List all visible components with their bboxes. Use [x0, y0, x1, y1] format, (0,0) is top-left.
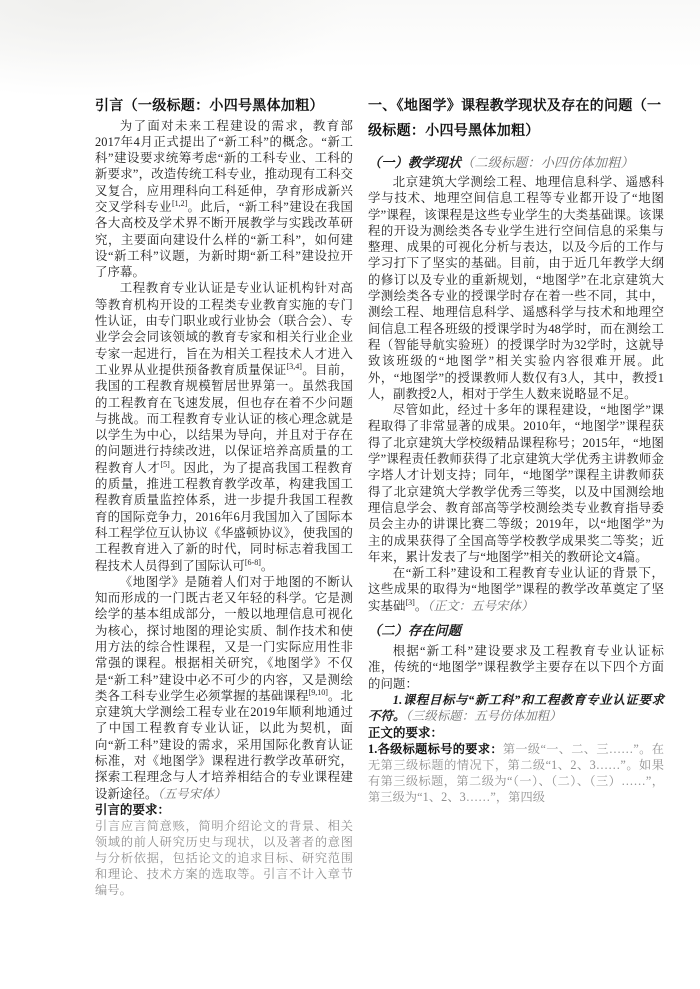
text-run: 第一级“一、二、三……”。在无第三级标题的情况下，第二级“1、2、3……”。如果有第三级标题，第二级为“（一）、（二）、（三）……”，第三级为“1、2、3……”，第四级 [368, 741, 664, 804]
section1-1-heading [368, 154, 664, 171]
text-run: （二）存在问题 [368, 623, 462, 639]
text-run: 。 [260, 558, 274, 573]
status-paragraph-2 [368, 402, 664, 565]
section1-heading [368, 93, 664, 142]
intro-requirements-note [95, 818, 353, 898]
text-run: 引言的要求： [95, 802, 170, 817]
text-run: （三级标题：五号仿体加粗） [405, 709, 562, 724]
right-column [368, 93, 664, 805]
text-run: 《地图学》是随着人们对于地图的不断认知而形成的一门既古老又年轻的科学。它是测绘学的基本组成部分，一般以地理信息可视化为核心，探讨地图的理论实质、制作技术和使用方法的综合性课程，又是一门实际应用性非常强的课程。根据相关研究，《地图学》不仅是“新工科”建设中必不可少的内容，又是测绘类各工科专业学生必须掌握的基础课程 [95, 574, 353, 703]
text-run: 在“新工科”建设和工程教育专业认证的背景下，这些成果的取得为“地图学”课程的教学改革奠定了坚实基础 [368, 566, 664, 613]
citation-superscript: [3,4] [286, 361, 302, 371]
citation-superscript: [1,2] [171, 198, 188, 208]
text-run: 北京建筑大学测绘工程、地理信息科学、遥感科学与技术、地理空间信息工程等专业都开设了“地图学”课程，该课程是这些专业学生的大类基础课。该课程的开设为测绘类各专业学生进行空间信息的采集与整理、成果的可视化分析与表达，以及今后的工作与学习打下了坚实的基础。目前，由于近几年教学大纲的修订以及专业的重新规划，“地图学”在北京建筑大学测绘类各专业的授课学时存在着一些不同，其中，测绘工程、地理信息科学、遥感科学与技术和地理空间信息工程各班级的授课学时为48学时，而在测绘工程（智能导航实验班）的授课学时为32学时，这就导致该班级的“地图学”相关实验内容很难开展。此外，“地图学”的授课教师人数仅有3人，其中，教授1人，副教授2人，相对于学生人数来说略显不足。 [368, 175, 664, 401]
text-run: 。目前，我国的工程教育规模暂居世界第一。虽然我国的工程教育在飞速发展，但也存在着不少问题与挑战。而工程教育专业认证的核心理念就是以学生为中心，以结果为导向，并且对于存在的问题进行持续改进，以保证培养高质量的工程教育人才 [95, 362, 353, 475]
intro-heading [95, 93, 353, 118]
text-run: （五号宋体） [157, 786, 227, 801]
text-run: 工程教育专业认证是专业认证机构针对高等教育机构开设的工程类专业教育实施的专门性认证，由专门职业或行业协会（联合会）、专业学会会同该领域的教育专家和相关行业企业专家一起进行，旨在为相关工程技术人才进入工业界从业提供预备教育质量保证 [95, 281, 353, 377]
section1-2-heading [368, 622, 664, 639]
intro-requirements-heading [95, 802, 353, 818]
text-run: （一）教学现状 [368, 155, 462, 170]
left-column [95, 93, 353, 898]
citation-superscript: [9,10] [308, 687, 328, 697]
text-run: 根据“新工科”建设要求及工程教育专业认证标准，传统的“地图学”课程教学主要存在以下四个方面的问题： [368, 644, 664, 691]
text-run: 。 [414, 598, 428, 613]
problems-paragraph-1 [368, 643, 664, 692]
status-paragraph-1 [368, 174, 664, 402]
text-run: 尽管如此，经过十多年的课程建设，“地图学”课程取得了非常显著的成果。2010年，“地图学”课程获得了北京建筑大学校级精品课程称号；2015年，“地图学”课程责任教师获得了北京建筑大学优秀主讲教师金字塔人才计划支持；同年，“地图学”课程主讲教师获得了北京建筑大学教学优秀三等奖，以及中国测绘地理信息学会、教育部高等学校测绘类专业教育指导委员会主办的讲课比赛二等级；2019年，以“地图学”为主的成果获得了全国高等学校教学成果奖二等奖；近年来，累计发表了与“地图学”相关的教研论文4篇。 [368, 403, 664, 564]
citation-superscript: [3] [405, 597, 415, 607]
body-requirements-note [368, 741, 664, 805]
citation-superscript: [5] [160, 459, 170, 469]
citation-superscript: [6-8] [244, 557, 261, 567]
text-run: （正文：五号宋体） [427, 598, 534, 613]
intro-paragraph-1 [95, 118, 353, 281]
text-run: 1.课程目标与“新工科”和工程教育专业认证要求不符。 [368, 692, 664, 724]
text-run: 。因此，为了提高我国工程教育的质量，推进工程教育教学改革，构建我国工程教育质量监控体系，进一步提升我国工程教育的国际竞争力，2016年6月我国加入了国际本科工程学位互认协议《华盛顿协议》，使我国的工程教育进入了新的时代，同时标志着我国工程技术人员得到了国际认可 [95, 460, 354, 573]
text-run: 一、《地图学》课程教学现状及存在的问题（一级标题：小四号黑体加粗） [368, 97, 662, 138]
intro-paragraph-3 [95, 574, 353, 802]
text-run: 为了面对未来工程建设的需求，教育部2017年4月正式提出了“新工科”的概念。“新工科”建设要求统筹考虑“新的工科专业、工科的新要求”，改造传统工科专业，推动现有工科交叉复合，应用理科向工科延伸，孕育形成新兴交叉学科专业 [95, 118, 353, 214]
problem-item-1 [368, 692, 664, 725]
body-requirements-heading [368, 725, 664, 741]
intro-paragraph-2 [95, 280, 353, 573]
text-run: 。此后，“新工科”建设在我国各大高校及学术界不断开展教学与实践改革研究，主要面向建设什么样的“新工科”，如何建设“新工科”议题，为新时期“新工科”建设拉开了序幕。 [95, 199, 353, 280]
text-run: 1.各级标题标号的要求： [368, 741, 503, 756]
text-run: 。北京建筑大学测绘工程专业在2019年顺利地通过了中国工程教育专业认证，以此为契机，面向“新工科”建设的需求，采用国际化教育认证标准，对《地图学》课程进行教学改革研究，探索工程理念与人才培养相结合的专业课程建设新途径。 [95, 688, 353, 801]
text-run: （二级标题：小四仿体加粗） [461, 155, 634, 170]
text-run: 引言应言简意赅，简明介绍论文的背景、相关领域的前人研究历史与现状，以及著者的意图与分析依据，包括论文的追求目标、研究范围和理论、技术方案的选取等。引言不计入章节编号。 [95, 819, 353, 898]
text-run: 引言（一级标题：小四号黑体加粗） [95, 97, 324, 113]
text-run: 正文的要求： [368, 725, 443, 740]
status-paragraph-3 [368, 565, 664, 614]
